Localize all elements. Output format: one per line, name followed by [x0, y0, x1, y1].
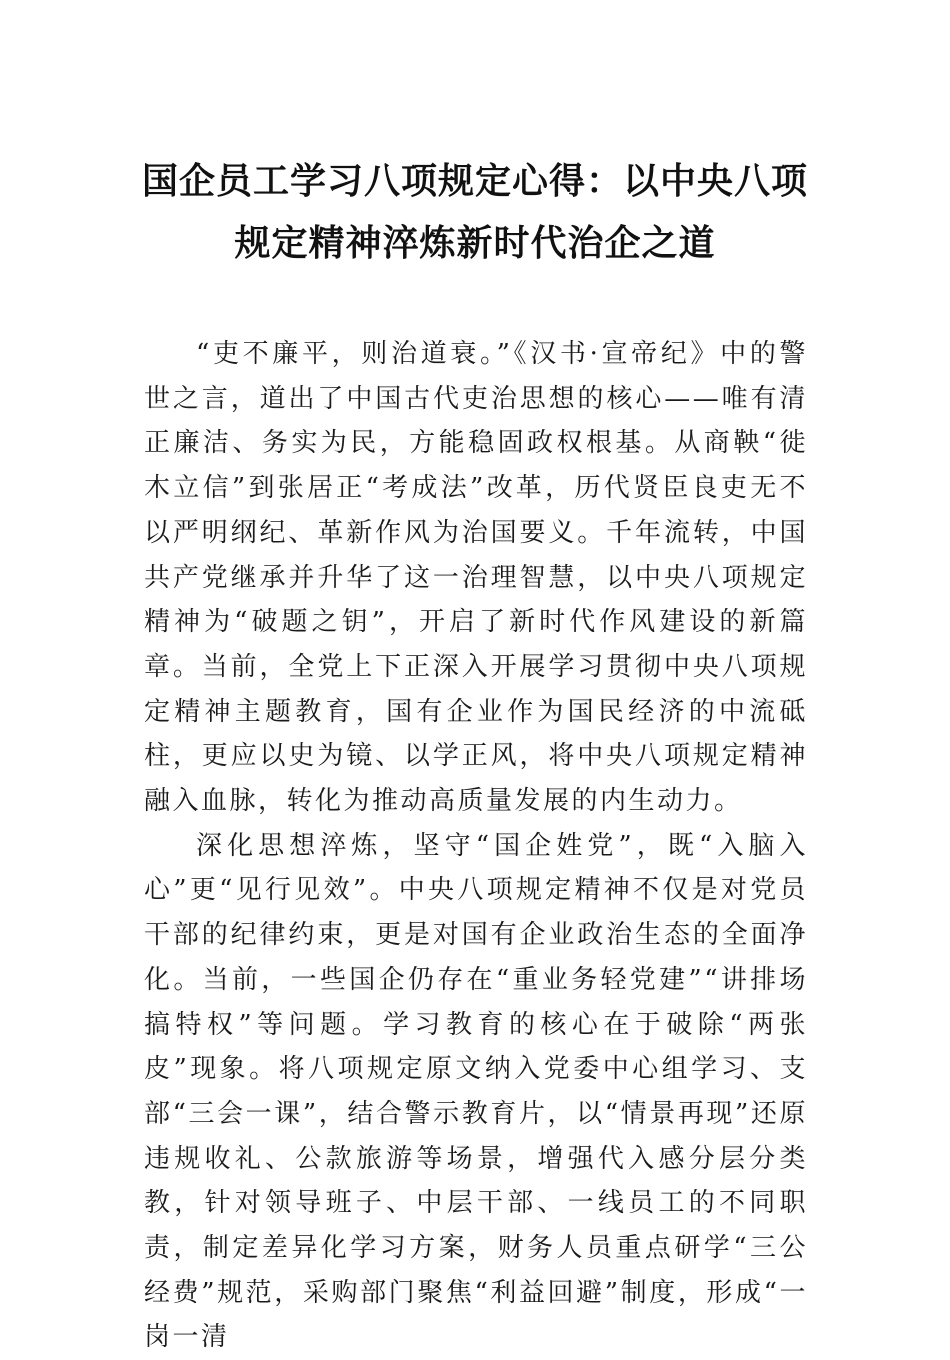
document-body — [144, 332, 808, 1360]
title-line-2: 规定精神淬炼新时代治企之道 — [234, 222, 716, 264]
document-title — [120, 150, 830, 274]
title-line-1: 国企员工学习八项规定心得：以中央八项 — [141, 160, 808, 202]
paragraph-1: “吏不廉平，则治道衰。”《汉书·宣帝纪》中的警世之言，道出了中国古代吏治思想的核心——唯有清正廉洁、务实为民，方能稳固政权根基。从商鞅“徙木立信”到张居正“考成法”改革，历代贤臣良吏无不以严明纲纪、革新作风为治国要义。千年流转，中国共产党继承并升华了这一治理智慧，以中央八项规定精神为“破题之钥”，开启了新时代作风建设的新篇章。当前，全党上下正深入开展学习贯彻中央八项规定精神主题教育，国有企业作为国民经济的中流砥柱，更应以史为镜、以学正风，将中央八项规定精神融入血脉，转化为推动高质量发展的内生动力。 — [144, 339, 808, 817]
paragraph-2: 深化思想淬炼，坚守“国企姓党”，既“入脑入心”更“见行见效”。中央八项规定精神不仅是对党员干部的纪律约束，更是对国有企业政治生态的全面净化。当前，一些国企仍存在“重业务轻党建”“讲排场搞特权”等问题。学习教育的核心在于破除“两张皮”现象。将八项规定原文纳入党委中心组学习、支部“三会一课”，结合警示教育片，以“情景再现”还原违规收礼、公款旅游等场景，增强代入感分层分类教，针对领导班子、中层干部、一线员工的不同职责，制定差异化学习方案，财务人员重点研学“三公经费”规范，采购部门聚焦“利益回避”制度，形成“一岗一清 — [144, 830, 808, 1353]
